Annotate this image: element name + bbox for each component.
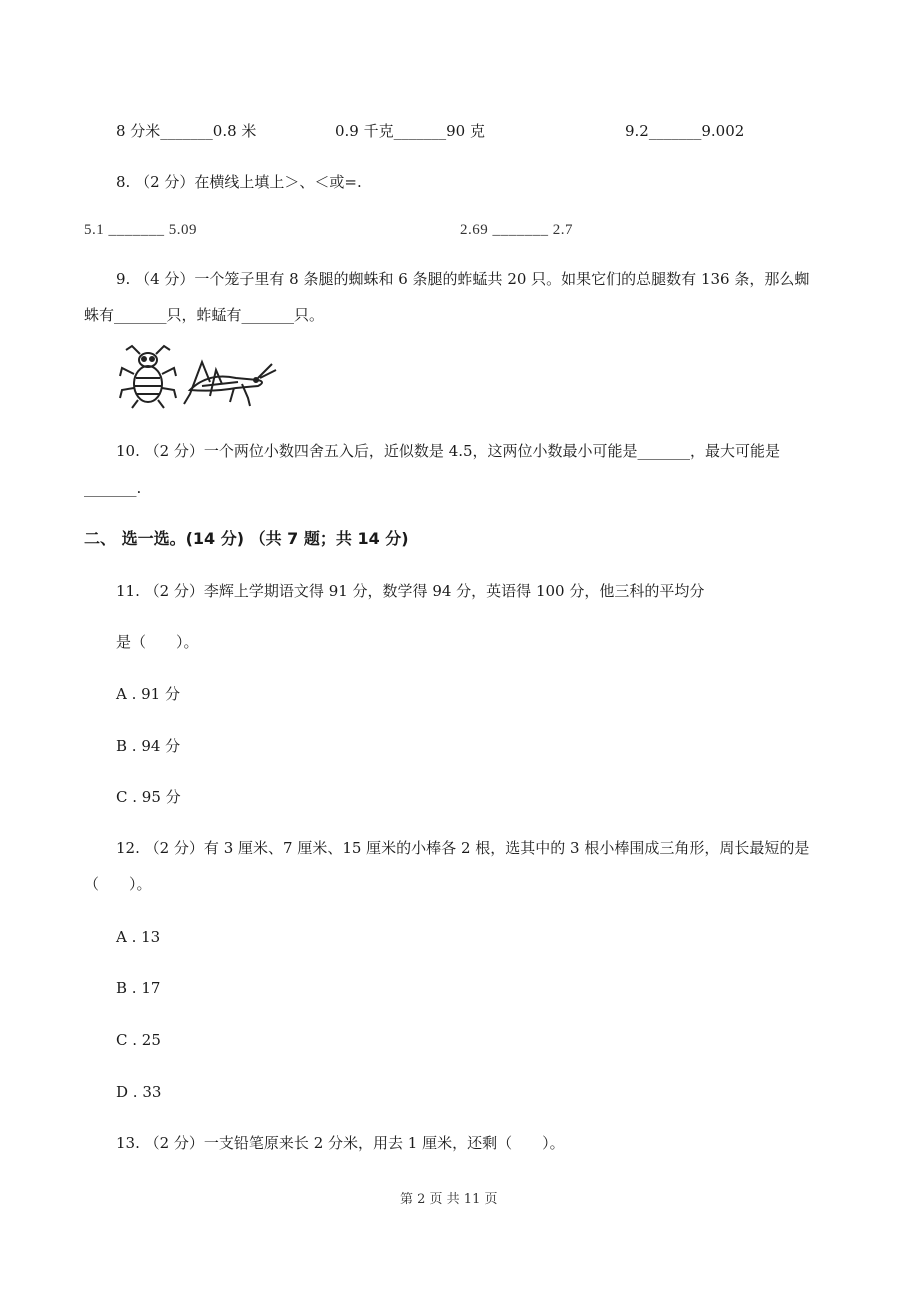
q11-option-c: C . 95 分 [116,788,181,806]
q8-item-a: 5.1 _______ 5.09 [84,222,197,238]
q7-item-a: 8 分米_______0.8 米 [116,122,257,140]
q12-line-2: （ ）。 [84,875,152,893]
spider-grasshopper-illustration [118,342,278,410]
q11-option-b: B . 94 分 [116,737,181,755]
q8-item-b: 2.69 _______ 2.7 [460,222,573,238]
q8-text: 8. （2 分）在横线上填上＞、＜或=. [116,173,362,191]
q7-item-b: 0.9 千克_______90 克 [335,122,485,140]
q12-line-1: 12. （2 分）有 3 厘米、7 厘米、15 厘米的小棒各 2 根，选其中的 3 根小棒围成三角形，周长最短的是 [116,839,810,857]
q11-line-1: 11. （2 分）李辉上学期语文得 91 分，数学得 94 分，英语得 100 分，他三科的平均分 [116,582,705,600]
section-2-title: 二、 选一选。(14 分) （共 7 题；共 14 分) [84,529,409,548]
page-footer: 第 2 页 共 11 页 [400,1192,498,1207]
q7-item-c: 9.2_______9.002 [625,122,745,140]
q9-line-2: 蛛有_______只，蚱蜢有_______只。 [84,306,325,324]
q12-option-a: A . 13 [116,928,161,946]
q11-option-a: A . 91 分 [116,685,180,703]
q12-option-d: D . 33 [116,1083,162,1101]
q13-line-1: 13. （2 分）一支铅笔原来长 2 分米，用去 1 厘米，还剩（ ）。 [116,1134,565,1152]
grasshopper-icon [184,362,276,406]
q10-line-1: 10. （2 分）一个两位小数四舍五入后，近似数是 4.5，这两位小数最小可能是_______，最大可能是 [116,442,781,460]
q9-line-1: 9. （4 分）一个笼子里有 8 条腿的蜘蛛和 6 条腿的蚱蜢共 20 只。如果它们的总腿数有 136 条，那么蜘 [116,270,810,288]
q11-line-2: 是（ ）。 [116,633,199,651]
spider-icon [120,346,176,408]
q10-line-2: _______. [84,479,142,497]
q12-option-c: C . 25 [116,1031,161,1049]
q12-option-b: B . 17 [116,979,161,997]
